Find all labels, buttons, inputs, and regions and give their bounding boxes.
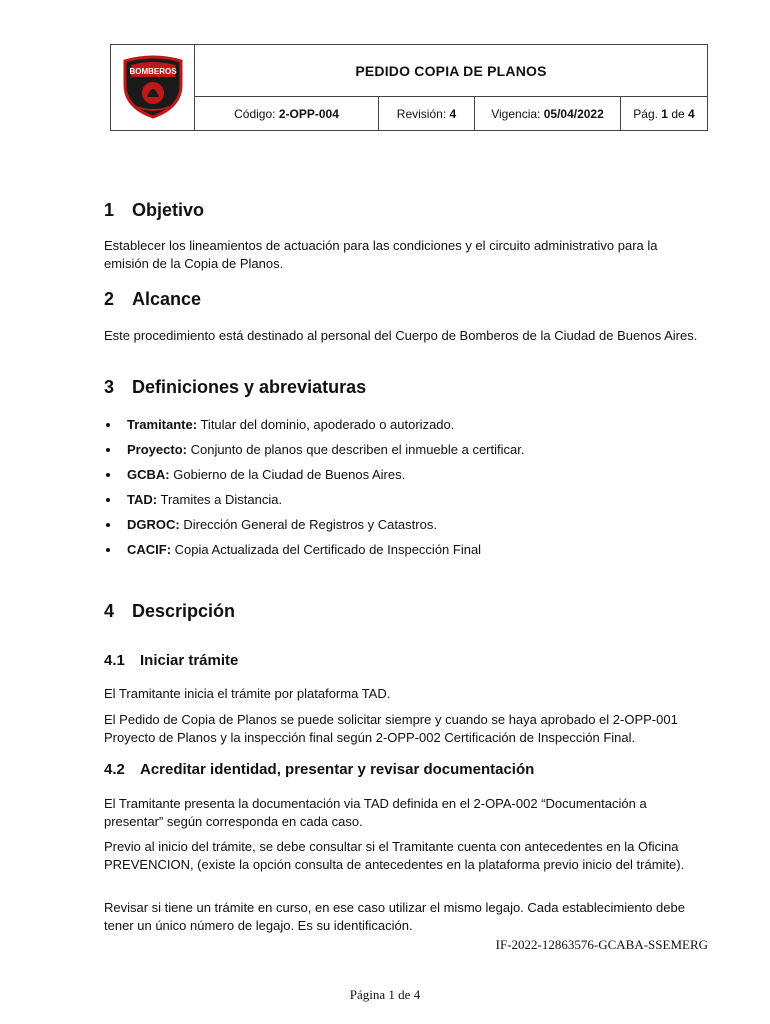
subsection-number: 4.1 (104, 652, 125, 669)
definition-text: Copia Actualizada del Certificado de Inspección Final (174, 542, 482, 557)
section-heading-definiciones (104, 377, 366, 398)
document-header-table (110, 44, 708, 131)
subsection-title: Acreditar identidad, presentar y revisar documentación (140, 761, 535, 778)
codigo-label: Código: (234, 106, 276, 121)
definition-term: DGROC: (127, 517, 180, 532)
pag-label: Pág. (633, 106, 658, 121)
acreditar-p2: Previo al inicio del trámite, se debe consultar si el Tramitante cuenta con antecedentes en la Oficina PREVENCION, (existe la opción consulta de antecedentes en la plataforma previo inicio del trámite). (104, 839, 685, 872)
definition-term: Proyecto: (127, 442, 187, 457)
definition-term: Tramitante: (127, 417, 198, 432)
bullet-icon (106, 523, 110, 527)
pag-total: 4 (688, 106, 695, 121)
revision-cell (379, 97, 475, 130)
subsection-number: 4.2 (104, 761, 125, 778)
bomberos-logo (119, 55, 187, 119)
page-number: Página 1 de 4 (349, 987, 421, 1002)
iniciar-tramite-p2: El Pedido de Copia de Planos se puede solicitar siempre y cuando se haya aprobado el 2-OPP-001 Proyecto de Planos y la inspección final según 2-OPP-002 Certificación de Inspección Final. (104, 712, 678, 745)
bullet-icon (106, 473, 110, 477)
definition-text: Dirección General de Registros y Catastros. (183, 517, 437, 532)
acreditar-p1: El Tramitante presenta la documentación via TAD definida en el 2-OPA-002 “Documentación a presentar” según corresponda en cada caso. (104, 796, 647, 829)
bullet-icon (106, 423, 110, 427)
revision-value: 4 (449, 106, 457, 121)
definition-item (104, 466, 704, 491)
definitions-list (104, 416, 704, 566)
acreditar-p3: Revisar si tiene un trámite en curso, en ese caso utilizar el mismo legajo. Cada establecimiento debe tener un único número de legajo. Es su identificación. (104, 900, 685, 933)
codigo-value: 2-OPP-004 (278, 106, 339, 121)
definition-term: CACIF: (127, 542, 172, 557)
iniciar-tramite-p1: El Tramitante inicia el trámite por plataforma TAD. (104, 686, 391, 701)
section-heading-alcance (104, 289, 201, 310)
definition-item (104, 541, 704, 566)
pagina-cell (621, 97, 707, 130)
section-number: 4 (104, 601, 115, 621)
section-heading-descripcion (104, 601, 235, 622)
section-heading-objetivo (104, 200, 204, 221)
definition-term: TAD: (127, 492, 158, 507)
definition-item (104, 416, 704, 441)
codigo-cell (195, 97, 379, 130)
revision-label: Revisión: (396, 106, 447, 121)
document-identifier: IF-2022-12863576-GCABA-SSEMERG (495, 937, 708, 952)
subsection-heading-iniciar-tramite (104, 652, 238, 669)
subsection-title: Iniciar trámite (140, 652, 239, 669)
bullet-icon (106, 448, 110, 452)
vigencia-label: Vigencia: (491, 106, 541, 121)
section-title: Objetivo (132, 200, 205, 220)
definition-text: Titular del dominio, apoderado o autorizado. (200, 417, 455, 432)
logo-cell (111, 45, 195, 130)
definition-text: Conjunto de planos que describen el inmueble a certificar. (190, 442, 525, 457)
section-title: Descripción (132, 601, 236, 621)
logo-text: BOMBEROS (129, 67, 177, 76)
definition-item (104, 441, 704, 466)
section-title: Definiciones y abreviaturas (132, 377, 367, 397)
definition-item (104, 516, 704, 541)
pag-de: de (671, 106, 685, 121)
section-number: 2 (104, 289, 115, 309)
definition-item (104, 491, 704, 516)
objetivo-text: Establecer los lineamientos de actuación para las condiciones y el circuito administrativo para la emisión de la Copia de Planos. (104, 238, 658, 271)
section-title: Alcance (132, 289, 202, 309)
definition-text: Tramites a Distancia. (160, 492, 283, 507)
alcance-text: Este procedimiento está destinado al personal del Cuerpo de Bomberos de la Ciudad de Buenos Aires. (104, 328, 698, 343)
vigencia-value: 05/04/2022 (543, 106, 604, 121)
definition-term: GCBA: (127, 467, 170, 482)
document-title: PEDIDO COPIA DE PLANOS (195, 45, 707, 97)
definition-text: Gobierno de la Ciudad de Buenos Aires. (173, 467, 406, 482)
section-number: 1 (104, 200, 115, 220)
bullet-icon (106, 498, 110, 502)
subsection-heading-acreditar-identidad (104, 761, 534, 778)
bullet-icon (106, 548, 110, 552)
section-number: 3 (104, 377, 115, 397)
pag-value: 1 (661, 106, 668, 121)
vigencia-cell (475, 97, 621, 130)
